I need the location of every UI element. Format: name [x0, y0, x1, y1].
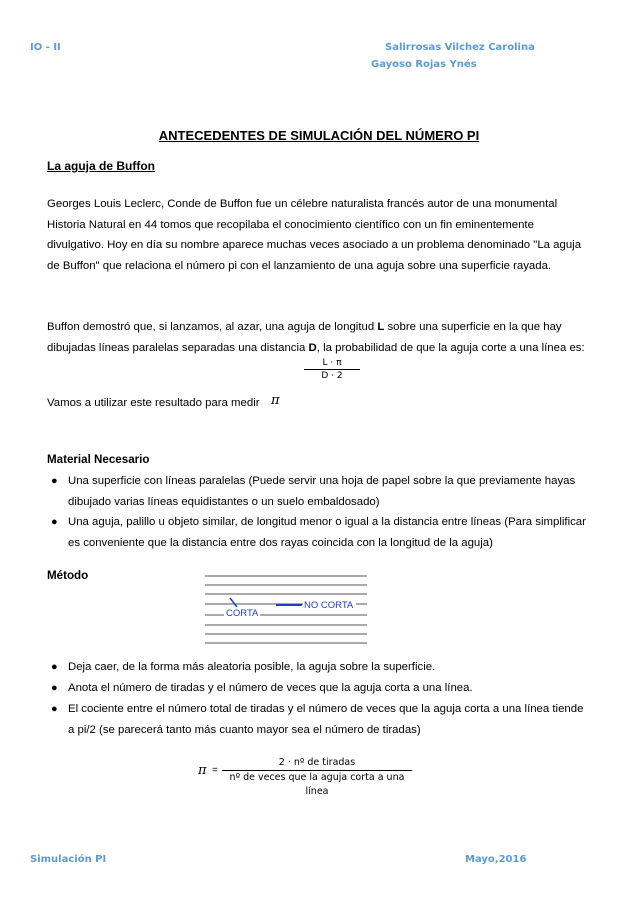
- label-nocut: NO CORTA: [304, 600, 354, 611]
- list-item-text: Deja caer, de la forma más aleatoria posible, la aguja sobre la superficie.: [68, 661, 436, 673]
- header-left: IO - II: [30, 42, 61, 53]
- header-author-1: Salirrosas Vilchez Carolina: [385, 42, 535, 53]
- demo-length-symbol: L: [377, 321, 385, 333]
- list-item-text: Anota el número de tiradas y el número de veces que la aguja corta a una línea.: [68, 682, 473, 694]
- formula2-equals: =: [212, 765, 218, 776]
- demo-text-1: Buffon demostró que, si lanzamos, al azar, una aguja de longitud: [47, 321, 378, 333]
- needle-diagram: [202, 573, 370, 649]
- list-item: [47, 678, 587, 699]
- list-item: [47, 657, 587, 678]
- label-cut: CORTA: [226, 608, 259, 619]
- section-subtitle: La aguja de Buffon: [47, 159, 155, 173]
- formula2-lhs: π: [198, 763, 207, 778]
- needle-cut-icon: [230, 598, 237, 607]
- intro-paragraph: Georges Louis Leclerc, Conde de Buffon fue un célebre naturalista francés autor de una monumental Historia Natural en 44 tomos que recopilaba el conocimiento científico con un fin eminentemente divulgativo. Hoy en día su nombre aparece muchas veces asociado a un problema denominado "La aguja de Buffon" que relaciona el número pi con el lanzamiento de una aguja sobre una superficie rayada.: [47, 198, 582, 272]
- formula-numerator: L · π: [304, 357, 360, 370]
- demo-text-2: sobre una superficie en la que hay dibujadas líneas paralelas separadas una distancia: [47, 321, 562, 354]
- formula2-denominator: nº de veces que la aguja corta a una línea: [229, 772, 405, 797]
- pi-formula: [222, 756, 412, 799]
- list-item: [47, 699, 587, 740]
- list-item-text: Una aguja, palillo u objeto similar, de longitud menor o igual a la distancia entre líneas (Para simplificar es conveniente que la distancia entre dos rayas coincida con la longitud de la aguja): [68, 516, 586, 549]
- demo-distance-symbol: D: [308, 341, 317, 354]
- demo-paragraph: [47, 317, 587, 358]
- material-heading: Material Necesario: [47, 453, 150, 466]
- method-heading: Método: [47, 569, 89, 582]
- demo-text-3: , la probabilidad de que la aguja corte a una línea es:: [316, 341, 585, 354]
- probability-formula: [304, 357, 360, 382]
- footer-right: Mayo,2016: [465, 854, 527, 865]
- list-item-text: El cociente entre el número total de tiradas y el número de veces que la aguja corta a una línea tiende a pi/2 (se parecerá tanto más cuanto mayor sea el número de tiradas): [68, 703, 584, 736]
- bullet-icon: ●: [51, 661, 58, 673]
- page-title: ANTECEDENTES DE SIMULACIÓN DEL NÚMERO PI: [158, 128, 480, 143]
- list-item: [47, 471, 587, 512]
- formula-denominator: D · 2: [321, 371, 343, 381]
- bullet-icon: ●: [51, 703, 58, 715]
- bullet-icon: ●: [51, 682, 58, 694]
- formula2-numerator: 2 · nº de tiradas: [222, 756, 412, 771]
- bullet-icon: ●: [51, 516, 58, 528]
- bullet-icon: ●: [51, 475, 58, 487]
- list-item-text: Una superficie con líneas paralelas (Puede servir una hoja de papel sobre la que previamente hayas dibujado varias líneas equidistantes o un suelo embaldosado): [68, 475, 576, 508]
- list-item: [47, 512, 587, 553]
- footer-left: Simulación PI: [30, 854, 107, 865]
- header-author-2: Gayoso Rojas Ynés: [371, 59, 477, 70]
- pi-symbol: π: [271, 393, 280, 408]
- measure-text: Vamos a utilizar este resultado para medir: [47, 397, 260, 409]
